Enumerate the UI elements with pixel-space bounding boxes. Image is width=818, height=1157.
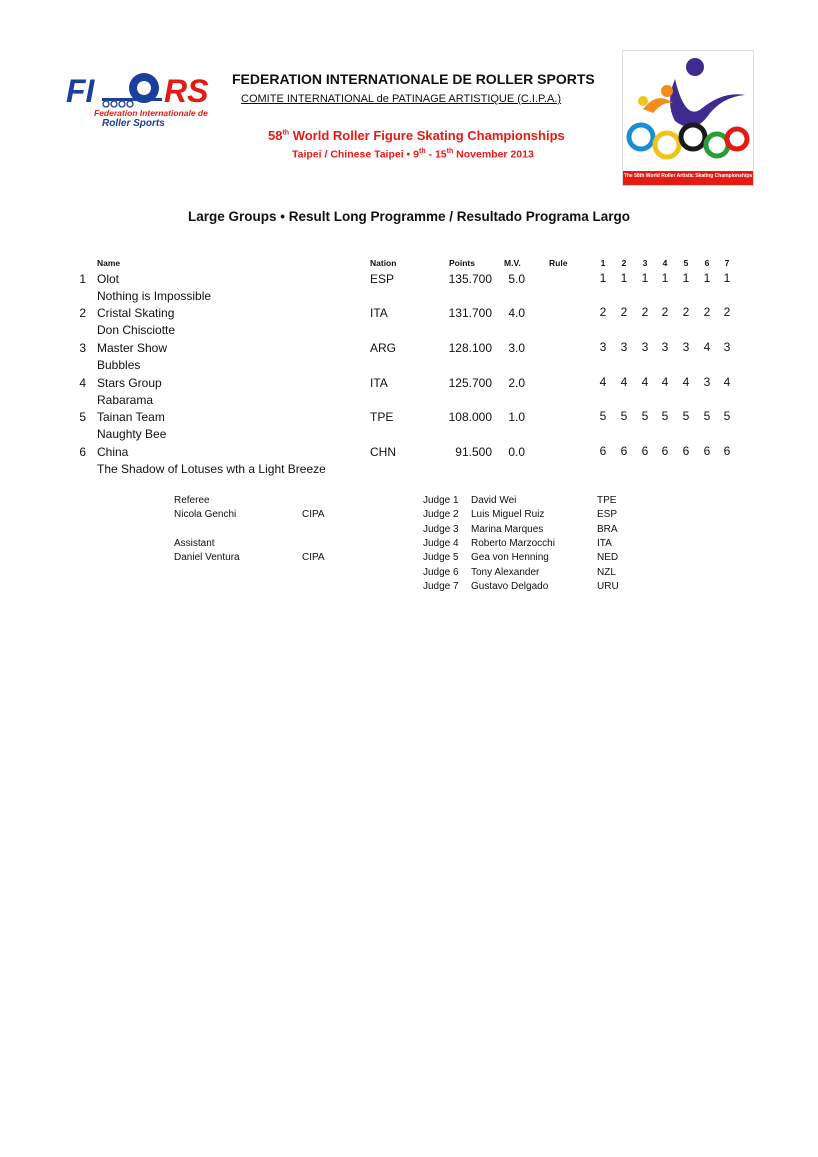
judge-nation: ITA	[597, 537, 612, 549]
row-program: Rabarama	[97, 393, 154, 407]
judge-name: David Wei	[471, 495, 517, 506]
row-program: The Shadow of Lotuses wth a Light Breeze	[97, 462, 326, 476]
row-program: Don Chisciotte	[97, 323, 176, 337]
row-mv: 3.0	[508, 341, 525, 355]
championship-logo-banner: The 58th World Roller Artistic Skating Championships	[623, 173, 753, 179]
judge-nation: TPE	[597, 495, 617, 506]
dates-start-suffix: th	[419, 148, 426, 155]
row-judge-3-placing: 5	[641, 409, 649, 423]
row-rank: 1	[79, 272, 86, 286]
row-judge-5-placing: 5	[682, 409, 690, 423]
row-judge-2-placing: 6	[620, 444, 628, 458]
referee-label: Referee	[174, 495, 210, 506]
dates-rest: November 2013	[453, 148, 534, 161]
row-mv: 5.0	[508, 272, 525, 286]
row-judge-6-placing: 4	[703, 340, 711, 354]
row-judge-6-placing: 3	[703, 375, 711, 389]
header-rule: Rule	[549, 258, 568, 268]
federation-title: FEDERATION INTERNATIONALE DE ROLLER SPORTS	[232, 71, 595, 87]
row-judge-3-placing: 6	[641, 444, 649, 458]
row-program: Naughty Bee	[97, 427, 167, 441]
row-points: 135.700	[448, 272, 492, 286]
row-judge-1-placing: 5	[599, 409, 607, 423]
row-points: 91.500	[455, 445, 492, 459]
row-judge-3-placing: 1	[641, 271, 649, 285]
judge-name: Gustavo Delgado	[471, 580, 549, 592]
header-judge-6: 6	[704, 258, 710, 268]
row-points: 108.000	[448, 410, 492, 424]
judge-name: Luis Miguel Ruiz	[471, 509, 545, 521]
row-judge-5-placing: 3	[682, 340, 690, 354]
row-judge-7-placing: 3	[723, 340, 731, 354]
referee-org: CIPA	[302, 509, 325, 520]
judge-label: Judge 7	[423, 580, 459, 592]
assistant-name: Daniel Ventura	[174, 552, 240, 563]
committee-subtitle: COMITE INTERNATIONAL de PATINAGE ARTISTIQUE (C.I.P.A.)	[241, 93, 562, 105]
logo-sub-line1: Federation Internationale de	[94, 108, 208, 118]
row-nation: ESP	[370, 272, 395, 286]
row-program: Nothing is Impossible	[97, 289, 212, 303]
row-judge-7-placing: 1	[723, 271, 731, 285]
row-judge-7-placing: 2	[723, 305, 731, 319]
judge-label: Judge 3	[423, 523, 459, 535]
row-judge-2-placing: 2	[620, 305, 628, 319]
row-rank: 4	[79, 376, 86, 390]
championship-ordinal-suffix: th	[282, 129, 290, 137]
row-judge-7-placing: 5	[723, 409, 731, 423]
row-nation: ITA	[370, 376, 388, 390]
row-judge-2-placing: 1	[620, 271, 628, 285]
header-judge-3: 3	[642, 258, 648, 268]
judge-label: Judge 1	[423, 495, 459, 506]
header-judge-4: 4	[662, 258, 668, 268]
row-team-name: Master Show	[97, 341, 168, 355]
judge-name: Gea von Henning	[471, 552, 549, 564]
row-rank: 5	[79, 410, 86, 424]
championship-title	[268, 128, 565, 143]
judge-label: Judge 5	[423, 552, 459, 564]
row-judge-1-placing: 1	[599, 271, 607, 285]
row-team-name: Cristal Skating	[97, 306, 175, 320]
judge-label: Judge 6	[423, 566, 459, 578]
row-judge-3-placing: 3	[641, 340, 649, 354]
judge-name: Marina Marques	[471, 523, 544, 535]
row-nation: TPE	[370, 410, 394, 424]
dates-middle: - 15	[425, 148, 447, 161]
assistant-org: CIPA	[302, 552, 325, 563]
result-title: Large Groups • Result Long Programme / Resultado Programa Largo	[187, 209, 631, 224]
row-judge-5-placing: 4	[682, 375, 690, 389]
logo-rs: RS	[164, 73, 209, 109]
row-rank: 3	[79, 341, 86, 355]
header-mv: M.V.	[504, 258, 521, 268]
dates-end-suffix: th	[446, 148, 454, 155]
row-team-name: Stars Group	[97, 376, 162, 390]
header-judge-5: 5	[683, 258, 689, 268]
row-judge-7-placing: 4	[723, 375, 731, 389]
row-nation: ITA	[370, 306, 388, 320]
row-judge-6-placing: 2	[703, 305, 711, 319]
judge-nation: BRA	[597, 523, 618, 535]
row-judge-5-placing: 1	[682, 271, 690, 285]
row-judge-6-placing: 1	[703, 271, 711, 285]
championship-logo	[622, 50, 754, 186]
row-nation: CHN	[370, 445, 396, 459]
row-judge-2-placing: 4	[620, 375, 628, 389]
row-judge-2-placing: 5	[620, 409, 628, 423]
row-judge-1-placing: 2	[599, 305, 607, 319]
event-dates	[292, 148, 534, 161]
assistant-label: Assistant	[174, 538, 215, 549]
row-mv: 4.0	[508, 306, 525, 320]
row-judge-1-placing: 4	[599, 375, 607, 389]
row-judge-3-placing: 2	[641, 305, 649, 319]
row-mv: 1.0	[508, 410, 525, 424]
judge-nation: NZL	[597, 566, 616, 578]
referee-name: Nicola Genchi	[174, 509, 237, 520]
championship-ordinal: 58	[268, 128, 283, 143]
row-judge-5-placing: 6	[682, 444, 690, 458]
row-rank: 6	[79, 445, 86, 459]
dates-location: Taipei / Chinese Taipei • 9	[292, 148, 419, 161]
row-judge-4-placing: 6	[661, 444, 669, 458]
header-judge-1: 1	[600, 258, 606, 268]
logo-fi: FI	[66, 73, 95, 109]
judge-nation: ESP	[597, 509, 618, 521]
header-points: Points	[449, 258, 475, 268]
row-points: 131.700	[448, 306, 492, 320]
judge-nation: URU	[597, 580, 619, 592]
firs-logo	[66, 68, 218, 130]
row-judge-3-placing: 4	[641, 375, 649, 389]
row-judge-4-placing: 2	[661, 305, 669, 319]
row-judge-1-placing: 6	[599, 444, 607, 458]
row-judge-4-placing: 4	[661, 375, 669, 389]
row-nation: ARG	[370, 341, 397, 355]
header-name: Name	[97, 258, 121, 268]
judge-name: Roberto Marzocchi	[471, 537, 555, 549]
row-mv: 2.0	[508, 376, 525, 390]
championship-logo-graphic	[623, 51, 753, 185]
row-judge-6-placing: 6	[703, 444, 711, 458]
row-mv: 0.0	[508, 445, 525, 459]
row-program: Bubbles	[97, 358, 141, 372]
judge-label: Judge 4	[423, 537, 459, 549]
row-team-name: Olot	[97, 272, 120, 286]
championship-name: World Roller Figure Skating Championships	[292, 128, 565, 143]
header-nation: Nation	[370, 258, 397, 268]
row-judge-5-placing: 2	[682, 305, 690, 319]
row-rank: 2	[79, 306, 86, 320]
row-points: 128.100	[448, 341, 492, 355]
judge-label: Judge 2	[423, 509, 459, 521]
row-team-name: China	[97, 445, 129, 459]
logo-sub-line2: Roller Sports	[102, 118, 165, 129]
judge-name: Tony Alexander	[471, 566, 540, 578]
row-judge-4-placing: 3	[661, 340, 669, 354]
judge-nation: NED	[597, 552, 619, 564]
header-judge-2: 2	[621, 258, 627, 268]
row-judge-1-placing: 3	[599, 340, 607, 354]
row-judge-6-placing: 5	[703, 409, 711, 423]
row-points: 125.700	[448, 376, 492, 390]
header-judge-7: 7	[724, 258, 730, 268]
row-judge-4-placing: 5	[661, 409, 669, 423]
row-judge-2-placing: 3	[620, 340, 628, 354]
row-judge-4-placing: 1	[661, 271, 669, 285]
row-team-name: Tainan Team	[97, 410, 165, 424]
row-judge-7-placing: 6	[723, 444, 731, 458]
